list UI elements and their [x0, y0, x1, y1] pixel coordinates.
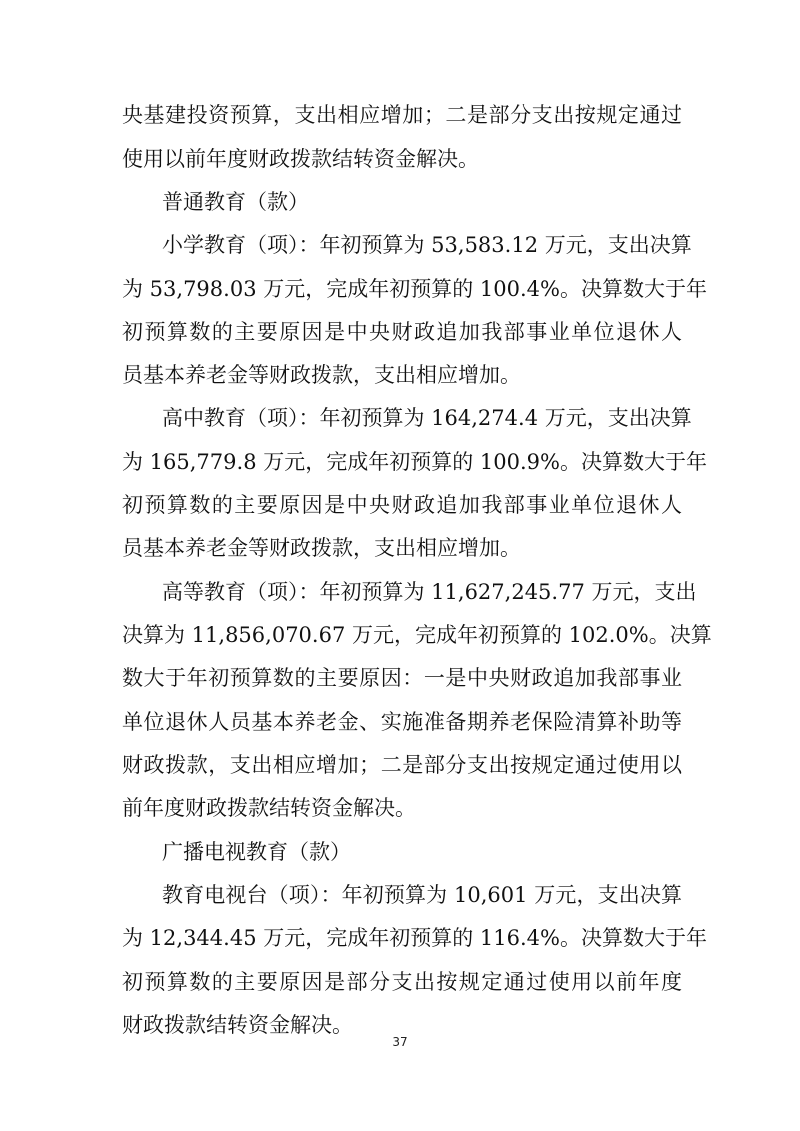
paragraph-line-2: 使用以前年度财政拨款结转资金解决。	[122, 147, 479, 171]
primary-education-line-4: 员基本养老金等财政拨款，支出相应增加。	[122, 363, 521, 387]
high-school-education-line-3: 初预算数的主要原因是中央财政追加我部事业单位退休人	[122, 493, 682, 517]
section-heading-general-education: 普通教育（款）	[162, 190, 309, 214]
education-tv-station-line-3: 初预算数的主要原因是部分支出按规定通过使用以前年度	[122, 970, 682, 994]
higher-education-line-3: 数大于年初预算数的主要原因：一是中央财政追加我部事业	[122, 666, 682, 690]
section-heading-broadcast-tv-education: 广播电视教育（款）	[162, 840, 351, 864]
education-tv-station-line-1: 教育电视台（项）：年初预算为 10,601 万元，支出决算	[162, 883, 682, 907]
higher-education-line-5: 财政拨款，支出相应增加；二是部分支出按规定通过使用以	[122, 753, 682, 777]
high-school-education-line-4: 员基本养老金等财政拨款，支出相应增加。	[122, 536, 521, 560]
high-school-education-line-1: 高中教育（项）：年初预算为 164,274.4 万元，支出决算	[162, 406, 692, 430]
higher-education-line-1: 高等教育（项）：年初预算为 11,627,245.77 万元，支出	[162, 580, 697, 604]
higher-education-line-2: 决算为 11,856,070.67 万元，完成年初预算的 102.0%。决算	[122, 623, 712, 647]
higher-education-line-6: 前年度财政拨款结转资金解决。	[122, 796, 416, 820]
education-tv-station-line-4: 财政拨款结转资金解决。	[122, 1013, 353, 1037]
primary-education-line-3: 初预算数的主要原因是中央财政追加我部事业单位退休人	[122, 320, 682, 344]
primary-education-line-1: 小学教育（项）：年初预算为 53,583.12 万元，支出决算	[162, 233, 692, 257]
higher-education-line-4: 单位退休人员基本养老金、实施准备期养老保险清算补助等	[122, 710, 682, 734]
high-school-education-line-2: 为 165,779.8 万元，完成年初预算的 100.9%。决算数大于年	[122, 450, 707, 474]
primary-education-line-2: 为 53,798.03 万元，完成年初预算的 100.4%。决算数大于年	[122, 277, 707, 301]
paragraph-line-1: 央基建投资预算，支出相应增加；二是部分支出按规定通过	[122, 103, 682, 127]
education-tv-station-line-2: 为 12,344.45 万元，完成年初预算的 116.4%。决算数大于年	[122, 926, 707, 950]
page-number: 37	[392, 1035, 408, 1049]
